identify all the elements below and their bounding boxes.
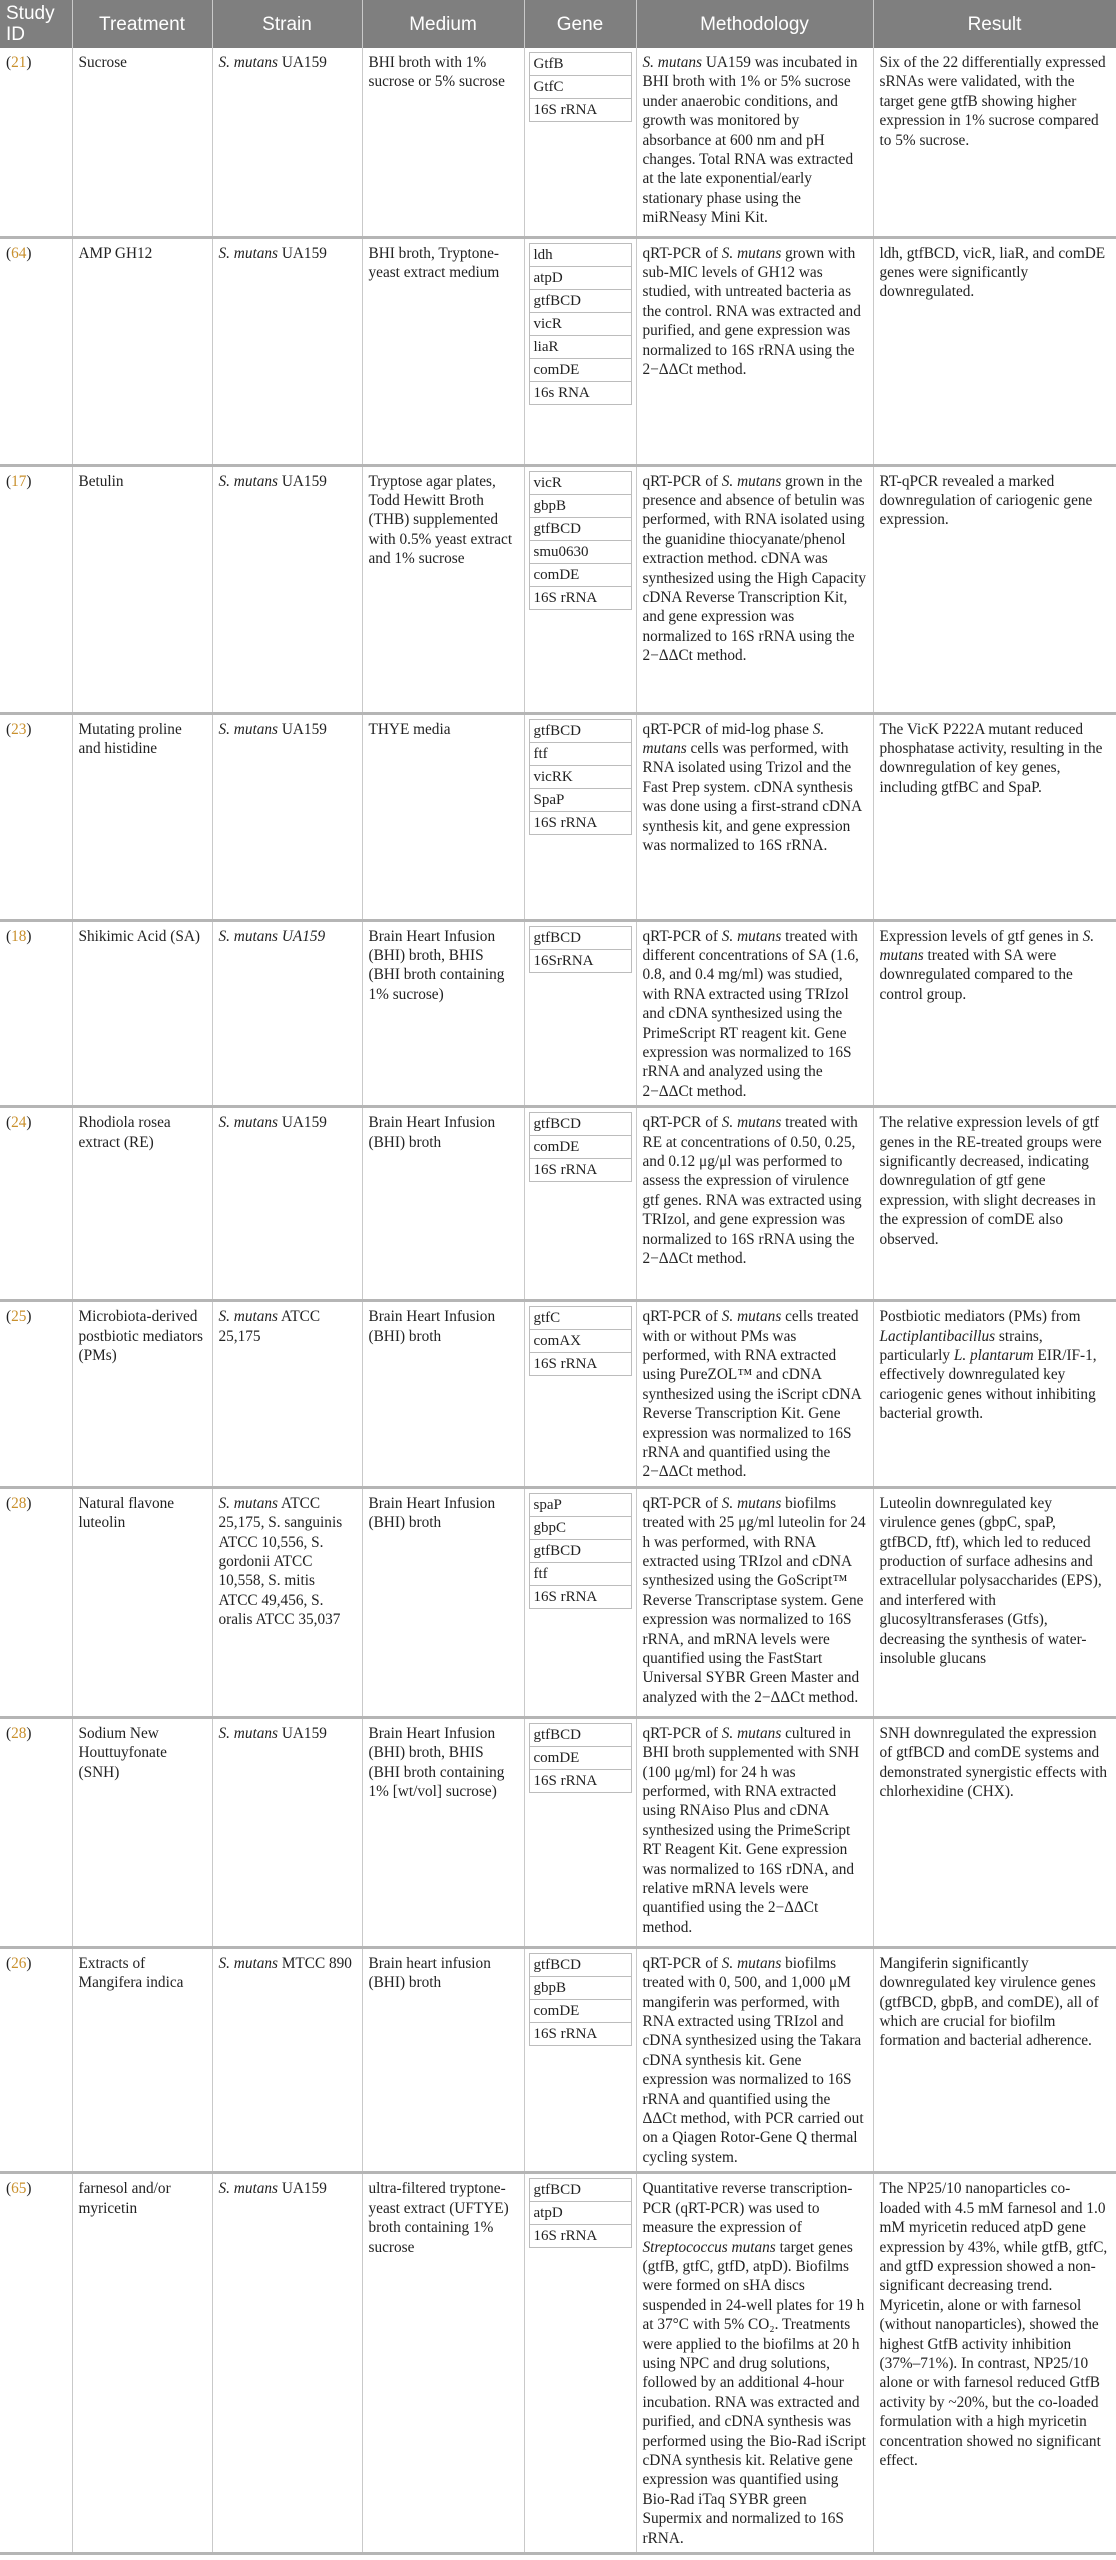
methodology-text: cultured in BHI broth supplemented with SNH (100 μg/ml) for 24 h was performed, with RNA extracted using RNAiso Plus and cDNA synthesized using the PrimeScript RT Reagent Kit. Gene expression was normalized to 16S rDNA, and relative mRNA levels were quantified using the 2−ΔΔCt method.	[642, 1724, 860, 1936]
treatment-text: Shikimic Acid (SA)	[78, 927, 201, 945]
treatment-text: Betulin	[78, 472, 124, 490]
result-cell	[873, 713, 1116, 920]
strain-species: S. mutans	[218, 1954, 278, 1972]
medium-cell	[362, 1301, 524, 1488]
strain-designation: UA159	[278, 472, 327, 490]
study-id-cell: (26)	[0, 1947, 72, 2172]
strain-species: S. mutans	[218, 1114, 278, 1132]
gene-item: 16S rRNA	[529, 587, 632, 610]
medium-cell	[362, 465, 524, 713]
methodology-prefix: qRT-PCR of	[642, 1114, 722, 1132]
treatment-cell	[72, 1947, 212, 2172]
methodology-text: UA159 was incubated in BHI broth with 1% or 5% sucrose under anaerobic conditions, and growth was monitored by absorbance at 600 nm and pH changes. Total RNA was extracted at the late exponential/early stationary phase using the miRNeasy Mini Kit.	[642, 54, 858, 227]
treatment-cell	[72, 920, 212, 1107]
medium-cell	[362, 1107, 524, 1301]
result-text: Luteolin downregulated key virulence genes (gbpC, spaP, gtfBCD, ftf), which led to reduced production of surface adhesins and extracellular polysaccharides (EPS), and interfered with glucosyltransferases (Gtfs), decreasing the synthesis of water-insoluble glucans	[879, 1494, 1102, 1668]
header-methodology: Methodology	[636, 0, 873, 48]
result-cell	[873, 1717, 1116, 1947]
methodology-prefix: qRT-PCR of	[642, 1954, 722, 1972]
methodology-species: S. mutans	[721, 1494, 782, 1512]
table-row	[0, 1301, 1116, 1488]
gene-item: 16S rRNA	[529, 1770, 632, 1793]
gene-list	[529, 926, 632, 973]
treatment-cell	[72, 237, 212, 465]
gene-cell	[524, 1947, 636, 2172]
treatment-text: Natural flavone luteolin	[78, 1494, 175, 1532]
gene-item: comDE	[529, 564, 632, 587]
medium-text: Brain Heart Infusion (BHI) broth, BHIS (BHI broth containing 1% sucrose)	[368, 927, 505, 1003]
gene-item: vicRK	[529, 766, 632, 789]
methodology-prefix: qRT-PCR of	[642, 1724, 722, 1742]
strain-species: S. mutans	[218, 1308, 278, 1326]
study-id-link[interactable]: 23	[11, 720, 27, 738]
strain-designation: MTCC 890	[278, 1954, 352, 1972]
gene-item: gbpB	[529, 495, 632, 518]
treatment-cell	[72, 713, 212, 920]
strain-cell	[212, 2173, 362, 2554]
study-id-cell: (18)	[0, 920, 72, 1107]
gene-cell	[524, 1107, 636, 1301]
medium-cell	[362, 48, 524, 237]
strain-species: S. mutans	[218, 1724, 278, 1742]
strain-designation: UA159	[278, 1114, 327, 1132]
gene-item: gtfBCD	[529, 926, 632, 950]
table-row	[0, 1107, 1116, 1301]
gene-item: comDE	[529, 359, 632, 382]
gene-item: 16S rRNA	[529, 99, 632, 122]
gene-list	[529, 1112, 632, 1182]
methodology-text: biofilms treated with 25 μg/ml luteolin for 24 h was performed, with RNA extracted using TRIzol and cDNA synthesized using the GoScript™ Reverse Transcriptase system. Gene expression was normalized to 16S rRNA, and mRNA levels were quantified using the FastStart Universal SYBR Green Master and analyzed with the 2−ΔΔCt method.	[642, 1494, 866, 1706]
table-body	[0, 48, 1116, 2554]
methodology-prefix: qRT-PCR of	[642, 1308, 722, 1326]
result-text: The relative expression levels of gtf genes in the RE-treated groups were significantly decreased, indicating downregulation of gtf gene expression, with slight decreases in the expression of comDE also observed.	[879, 1114, 1102, 1248]
gene-item: ftf	[529, 743, 632, 766]
treatment-cell	[72, 1717, 212, 1947]
gene-item: vicR	[529, 313, 632, 336]
methodology-species: S. mutans	[642, 54, 702, 71]
gene-item: 16S rRNA	[529, 2023, 632, 2046]
treatment-text: Microbiota-derived postbiotic mediators (PMs)	[78, 1308, 203, 1364]
gene-item: gtfBCD	[529, 1953, 632, 1977]
methodology-species: Streptococcus mutans	[642, 2238, 776, 2256]
gene-item: gbpC	[529, 1517, 632, 1540]
medium-cell	[362, 237, 524, 465]
gene-item: 16S rRNA	[529, 812, 632, 835]
gene-list	[529, 52, 632, 122]
gene-list	[529, 243, 632, 405]
medium-text: BHI broth, Tryptone-yeast extract medium	[368, 244, 500, 281]
table-row	[0, 48, 1116, 237]
strain-species: S. mutans	[218, 720, 278, 738]
study-id-link[interactable]: 24	[11, 1114, 27, 1132]
result-cell	[873, 48, 1116, 237]
gene-cell	[524, 920, 636, 1107]
methodology-cell	[636, 1301, 873, 1488]
strain-cell	[212, 713, 362, 920]
treatment-cell	[72, 1487, 212, 1717]
result-species: Lactiplantibacillus	[879, 1327, 996, 1345]
gene-cell	[524, 48, 636, 237]
study-id-link[interactable]: 65	[11, 2180, 27, 2198]
gene-list	[529, 1953, 632, 2046]
result-cell	[873, 1947, 1116, 2172]
medium-cell	[362, 920, 524, 1107]
result-cell	[873, 1487, 1116, 1717]
gene-item: comAX	[529, 1330, 632, 1353]
study-id-cell: (23)	[0, 713, 72, 920]
gene-item: gtfBCD	[529, 719, 632, 743]
medium-cell	[362, 2173, 524, 2554]
medium-cell	[362, 713, 524, 920]
gene-item: 16SrRNA	[529, 950, 632, 973]
methodology-cell	[636, 237, 873, 465]
methodology-cell	[636, 1717, 873, 1947]
methodology-prefix: qRT-PCR of	[642, 472, 722, 490]
result-cell	[873, 920, 1116, 1107]
header-study-id: Study ID	[0, 0, 72, 48]
table-row	[0, 1487, 1116, 1717]
study-id-cell: (65)	[0, 2173, 72, 2554]
methodology-cell	[636, 2173, 873, 2554]
result-species: S. mutans	[879, 927, 1095, 964]
methodology-text: treated with RE at concentrations of 0.50, 0.25, and 0.12 μg/μl was performed to assess the expression of virulence gtf genes. RNA was extracted using TRIzol, and gene expression was normalized to 16S rRNA using the 2−ΔΔCt method.	[642, 1114, 862, 1267]
strain-designation: ATCC 25,175	[218, 1308, 321, 1345]
result-prefix: Expression levels of gtf genes in	[879, 927, 1083, 945]
methodology-text: cells was performed, with RNA isolated using Trizol and the Fast Prep system. cDNA synthesis was done using a first-strand cDNA synthesis kit, and gene expression was normalized to 16S rRNA.	[642, 739, 862, 854]
gene-item: GtfC	[529, 76, 632, 99]
methodology-prefix: qRT-PCR of	[642, 1494, 722, 1512]
strain-species: S. mutans	[218, 2180, 278, 2198]
gene-item: gtfC	[529, 1306, 632, 1330]
treatment-text: Extracts of Mangifera indica	[78, 1954, 184, 1992]
gene-list	[529, 1723, 632, 1793]
treatment-cell	[72, 48, 212, 237]
gene-item: gtfBCD	[529, 1540, 632, 1563]
treatment-cell	[72, 1301, 212, 1488]
result-cell	[873, 237, 1116, 465]
strain-designation: UA159	[278, 720, 327, 738]
methodology-species: S. mutans	[721, 927, 782, 945]
gene-item: gtfBCD	[529, 1112, 632, 1136]
treatment-text: Mutating proline and histidine	[78, 720, 182, 757]
methodology-species: S. mutans	[642, 720, 825, 757]
gene-item: gtfBCD	[529, 290, 632, 313]
table-row	[0, 920, 1116, 1107]
treatment-text: AMP GH12	[78, 244, 153, 262]
gene-item: comDE	[529, 2000, 632, 2023]
gene-cell	[524, 1717, 636, 1947]
header-row	[0, 0, 1116, 48]
methodology-species: S. mutans	[721, 1308, 782, 1326]
result-cell	[873, 1301, 1116, 1488]
gene-item: 16S rRNA	[529, 1586, 632, 1609]
result-species-2: L. plantarum	[953, 1346, 1034, 1364]
strain-cell	[212, 920, 362, 1107]
result-text: EIR/IF-1, effectively downregulated key cariogenic genes without inhibiting bacterial growth.	[879, 1346, 1097, 1423]
result-text: The VicK P222A mutant reduced phosphatase activity, resulting in the downregulation of key genes, including gtfBC and SpaP.	[879, 720, 1103, 796]
methodology-species: S. mutans	[721, 1724, 782, 1742]
gene-item: comDE	[529, 1136, 632, 1159]
table-row	[0, 1947, 1116, 2172]
gene-cell	[524, 1301, 636, 1488]
methodology-text: cells treated with or without PMs was performed, with RNA extracted using PureZOL™ and cDNA synthesized using the iScript cDNA Reverse Transcription Kit. Gene expression was normalized to 16S rRNA and quantified using the 2−ΔΔCt method.	[642, 1308, 861, 1481]
strain-species: S. mutans	[218, 54, 278, 71]
medium-text: THYE media	[368, 720, 451, 738]
medium-cell	[362, 1487, 524, 1717]
table-row	[0, 237, 1116, 465]
methodology-cell	[636, 465, 873, 713]
gene-cell	[524, 1487, 636, 1717]
gene-item: 16S rRNA	[529, 1159, 632, 1182]
study-id-link[interactable]: 25	[11, 1308, 27, 1326]
strain-designation: UA159	[278, 244, 327, 262]
medium-text: Brain Heart Infusion (BHI) broth, BHIS (BHI broth containing 1% [wt/vol] sucrose)	[368, 1724, 505, 1801]
gene-cell	[524, 465, 636, 713]
methodology-prefix: qRT-PCR of mid-log phase	[642, 720, 813, 738]
result-middle: strains, particularly	[879, 1327, 1043, 1364]
result-text: ldh, gtfBCD, vicR, liaR, and comDE genes were significantly downregulated.	[879, 244, 1106, 301]
methodology-species: S. mutans	[721, 472, 782, 490]
header-strain: Strain	[212, 0, 362, 48]
result-text: treated with SA were downregulated compared to the control group.	[879, 946, 1073, 1003]
treatment-cell	[72, 465, 212, 713]
study-id-cell: (24)	[0, 1107, 72, 1301]
gene-item: gtfBCD	[529, 1723, 632, 1747]
gene-item: atpD	[529, 267, 632, 290]
methodology-cell	[636, 1107, 873, 1301]
gene-item: gtfBCD	[529, 2178, 632, 2202]
study-id-link[interactable]: 21	[11, 54, 27, 71]
strain-designation: UA159	[278, 54, 327, 71]
methodology-cell	[636, 48, 873, 237]
strain-cell	[212, 1947, 362, 2172]
medium-text: ultra-filtered tryptone-yeast extract (UFTYE) broth containing 1% sucrose	[368, 2180, 509, 2256]
medium-cell	[362, 1947, 524, 2172]
header-result: Result	[873, 0, 1116, 48]
gene-item: 16S rRNA	[529, 2225, 632, 2248]
treatment-text: farnesol and/or myricetin	[78, 2180, 171, 2217]
strain-cell	[212, 1301, 362, 1488]
strain-designation: UA159	[278, 1724, 327, 1742]
study-id-link[interactable]: 18	[11, 927, 27, 945]
strain-species: S. mutans	[218, 1494, 278, 1512]
gene-list	[529, 719, 632, 835]
gene-item: smu0630	[529, 541, 632, 564]
methodology-text: treated with different concentrations of SA (1.6, 0.8, and 0.4 mg/ml) was studied, with RNA extracted using TRIzol and cDNA synthesized using the PrimeScript RT reagent kit. Gene expression was normalized to 16S rRNA and analyzed using the 2−ΔΔCt method.	[642, 927, 859, 1100]
methodology-prefix: Quantitative reverse transcription-PCR (qRT-PCR) was used to measure the expression of	[642, 2180, 853, 2237]
gene-item: atpD	[529, 2202, 632, 2225]
medium-text: Tryptose agar plates, Todd Hewitt Broth (THB) supplemented with 0.5% yeast extract and 1% sucrose	[368, 472, 513, 568]
result-text: Six of the 22 differentially expressed sRNAs were validated, with the target gene gtfB showing higher expression in 1% sucrose compared to 5% sucrose.	[879, 54, 1106, 149]
gene-item: GtfB	[529, 52, 632, 76]
gene-item: spaP	[529, 1493, 632, 1517]
study-id-cell: (28)	[0, 1487, 72, 1717]
study-id-link[interactable]: 64	[11, 244, 27, 262]
treatment-cell	[72, 2173, 212, 2554]
methodology-prefix: qRT-PCR of	[642, 927, 722, 945]
study-id-link[interactable]: 28	[11, 1494, 27, 1512]
medium-cell	[362, 1717, 524, 1947]
gene-item: gbpB	[529, 1977, 632, 2000]
gene-item: comDE	[529, 1747, 632, 1770]
methodology-cell	[636, 1947, 873, 2172]
strain-species: S. mutans	[218, 472, 278, 490]
methodology-cell	[636, 1487, 873, 1717]
gene-cell	[524, 237, 636, 465]
methodology-cell	[636, 920, 873, 1107]
gene-cell	[524, 713, 636, 920]
medium-text: Brain Heart Infusion (BHI) broth	[368, 1114, 496, 1151]
strain-species: S. mutans UA159	[218, 927, 326, 945]
strain-cell	[212, 48, 362, 237]
methodology-text: grown with sub-MIC levels of GH12 was studied, with untreated bacteria as the control. RNA was extracted and purified, and gene expression was normalized to 16S rRNA using the 2−ΔΔCt method.	[642, 244, 861, 378]
result-cell	[873, 1107, 1116, 1301]
strain-species: S. mutans	[218, 244, 278, 262]
gene-list	[529, 1306, 632, 1376]
result-text: SNH downregulated the expression of gtfBCD and comDE systems and demonstrated synergistic effects with chlorhexidine (CHX).	[879, 1724, 1108, 1801]
result-prefix: Postbiotic mediators (PMs) from	[879, 1308, 1081, 1326]
methodology-species: S. mutans	[721, 1114, 782, 1132]
treatment-cell	[72, 1107, 212, 1301]
methodology-prefix: qRT-PCR of	[642, 244, 722, 262]
treatment-text: Sodium New Houttuyfonate (SNH)	[78, 1724, 167, 1781]
result-text: RT-qPCR revealed a marked downregulation of cariogenic gene expression.	[879, 472, 1093, 529]
treatment-text: Rhodiola rosea extract (RE)	[78, 1114, 171, 1151]
header-medium: Medium	[362, 0, 524, 48]
header-gene: Gene	[524, 0, 636, 48]
methodology-species: S. mutans	[721, 1954, 782, 1972]
gene-item: ldh	[529, 243, 632, 267]
strain-cell	[212, 1107, 362, 1301]
result-text: The NP25/10 nanoparticles co-loaded with 4.5 mM farnesol and 1.0 mM myricetin reduced atpD gene expression by 43%, while gtfB, gtfC, and gtfD expression showed a non-significant decreasing trend. Myricetin, alone or with farnesol (without nanoparticles), showed the highest GtfB activity inhibition (37%–71%). In contrast, NP25/10 alone or with farnesol reduced GtfB activity by ~20%, but the co-loaded formulation with a high myricetin concentration showed no significant effect.	[879, 2180, 1108, 2469]
study-id-cell: (21)	[0, 48, 72, 237]
gene-item: liaR	[529, 336, 632, 359]
study-id-cell: (64)	[0, 237, 72, 465]
result-text: Mangiferin significantly downregulated key virulence genes (gtfBCD, gbpB, and comDE), all of which are crucial for biofilm formation and bacterial adherence.	[879, 1954, 1099, 2050]
strain-cell	[212, 1487, 362, 1717]
methodology-text: grown in the presence and absence of betulin was performed, with RNA isolated using the guanidine thiocyanate/phenol extraction method. cDNA was synthesized using the High Capacity cDNA Reverse Transcription Kit, and gene expression was normalized to 16S rRNA using the 2−ΔΔCt method.	[642, 472, 866, 665]
gene-item: gtfBCD	[529, 518, 632, 541]
table-row	[0, 1717, 1116, 1947]
strain-cell	[212, 237, 362, 465]
table-row	[0, 2173, 1116, 2554]
study-id-cell: (17)	[0, 465, 72, 713]
header-treatment: Treatment	[72, 0, 212, 48]
gene-list	[529, 1493, 632, 1609]
gene-item: 16S rRNA	[529, 1353, 632, 1376]
result-cell	[873, 2173, 1116, 2554]
table-row	[0, 465, 1116, 713]
gene-list	[529, 471, 632, 610]
strain-cell	[212, 1717, 362, 1947]
study-id-cell: (25)	[0, 1301, 72, 1488]
treatment-text: Sucrose	[78, 54, 127, 71]
medium-text: BHI broth with 1% sucrose or 5% sucrose	[368, 54, 505, 91]
study-id-link[interactable]: 28	[11, 1724, 27, 1742]
study-id-link[interactable]: 17	[11, 472, 27, 490]
strain-designation: UA159	[278, 2180, 327, 2198]
gene-item: ftf	[529, 1563, 632, 1586]
strain-cell	[212, 465, 362, 713]
gene-list	[529, 2178, 632, 2248]
gene-item: 16s RNA	[529, 382, 632, 405]
methodology-text: target genes (gtfB, gtfC, gtfD, atpD). Biofilms were formed on sHA discs suspended in 24-well plates for 19 h at 37°C with 5% CO₂. Treatments were applied to the biofilms at 20 h using NPC and drug solutions, followed by an additional 4-hour incubation. RNA was extracted and purified, and cDNA synthesis was performed using the Bio-Rad iScript cDNA synthesis kit. Relative gene expression was quantified using Bio-Rad iTaq SYBR green Supermix and normalized to 16S rRNA.	[642, 2238, 866, 2547]
methodology-cell	[636, 713, 873, 920]
gene-item: SpaP	[529, 789, 632, 812]
methodology-text: biofilms treated with 0, 500, and 1,000 μM mangiferin was performed, with RNA extracted using TRIzol and cDNA synthesized using the Takara cDNA synthesis kit. Gene expression was normalized to 16S rRNA and quantified using the ΔΔCt method, with PCR carried out on a Qiagen Rotor-Gene Q thermal cycling system.	[642, 1954, 864, 2166]
medium-text: Brain Heart Infusion (BHI) broth	[368, 1494, 496, 1532]
study-id-cell: (28)	[0, 1717, 72, 1947]
methodology-species: S. mutans	[721, 244, 782, 262]
result-cell	[873, 465, 1116, 713]
medium-text: Brain Heart Infusion (BHI) broth	[368, 1308, 496, 1345]
table-row	[0, 713, 1116, 920]
gene-item: vicR	[529, 471, 632, 495]
strain-designation: ATCC 25,175, S. sanguinis ATCC 10,556, S. gordonii ATCC 10,558, S. mitis ATCC 49,456, S. oralis ATCC 35,037	[218, 1494, 343, 1629]
gene-cell	[524, 2173, 636, 2554]
medium-text: Brain heart infusion (BHI) broth	[368, 1954, 491, 1992]
study-id-link[interactable]: 26	[11, 1954, 27, 1972]
